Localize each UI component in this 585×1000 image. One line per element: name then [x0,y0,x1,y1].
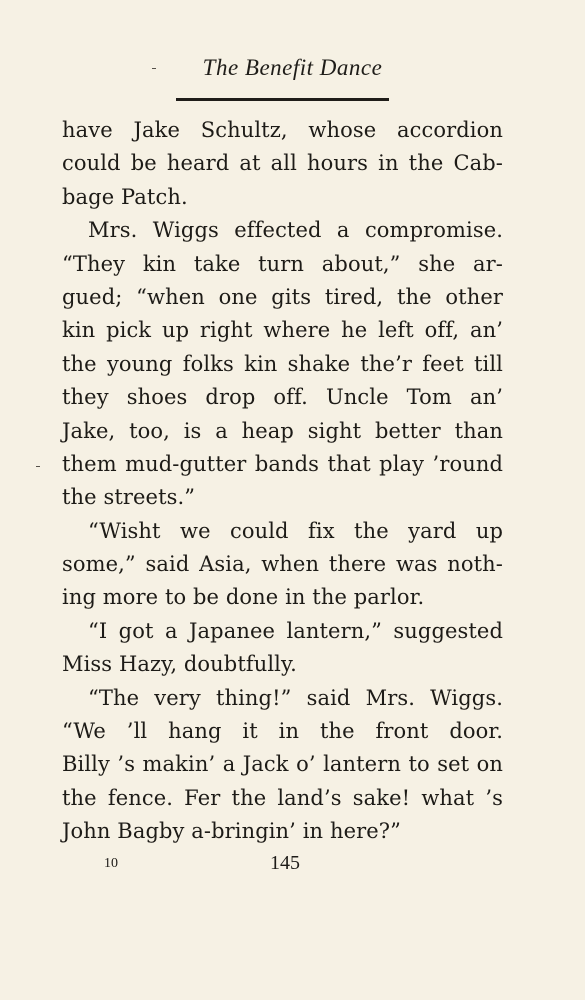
text-line: gued; “when one gits tired, the other [62,284,503,309]
page-number: 145 [270,852,300,874]
text-line: have Jake Schultz, whose accordion [62,118,503,142]
text-line: Miss Hazy, doubtfully. [62,652,297,677]
text-line: Billy ’s makin’ a Jack o’ lantern to set on [62,752,503,777]
text-line: Mrs. Wiggs effected a compromise. [88,218,503,243]
text-line: them mud-gutter bands that play ’round [62,451,503,476]
header-rule [176,98,389,101]
text-line: “They kin take turn about,” she ar- [62,251,503,276]
text-line: “I got a Japanee lantern,” suggested [88,618,503,643]
text-line: they shoes drop off. Uncle Tom an’ [62,385,503,410]
text-line: ing more to be done in the parlor. [62,585,425,610]
text-line: kin pick up right where he left off, an’ [62,318,503,343]
text-line: “The very thing!” said Mrs. Wiggs. [88,685,503,710]
text-line: could be heard at all hours in the Cab- [62,151,503,176]
running-header: The Benefit Dance [202,55,383,80]
text-line: the fence. Fer the land’s sake! what ’s [62,785,503,810]
text-line: the young folks kin shake the’r feet till [62,351,503,376]
text-line: some,” said Asia, when there was noth- [62,552,503,577]
print-speck [36,466,40,467]
text-line: “We ’ll hang it in the front door. [62,719,503,744]
text-line: the streets.” [62,485,196,510]
text-line: John Bagby a-bringin’ in here?” [62,819,401,844]
text-line: “Wisht we could fix the yard up [88,518,503,543]
text-line: Jake, too, is a heap sight better than [62,418,503,443]
text-line: bage Patch. [62,184,188,209]
signature-mark: 10 [104,856,118,871]
body-text [62,114,503,849]
